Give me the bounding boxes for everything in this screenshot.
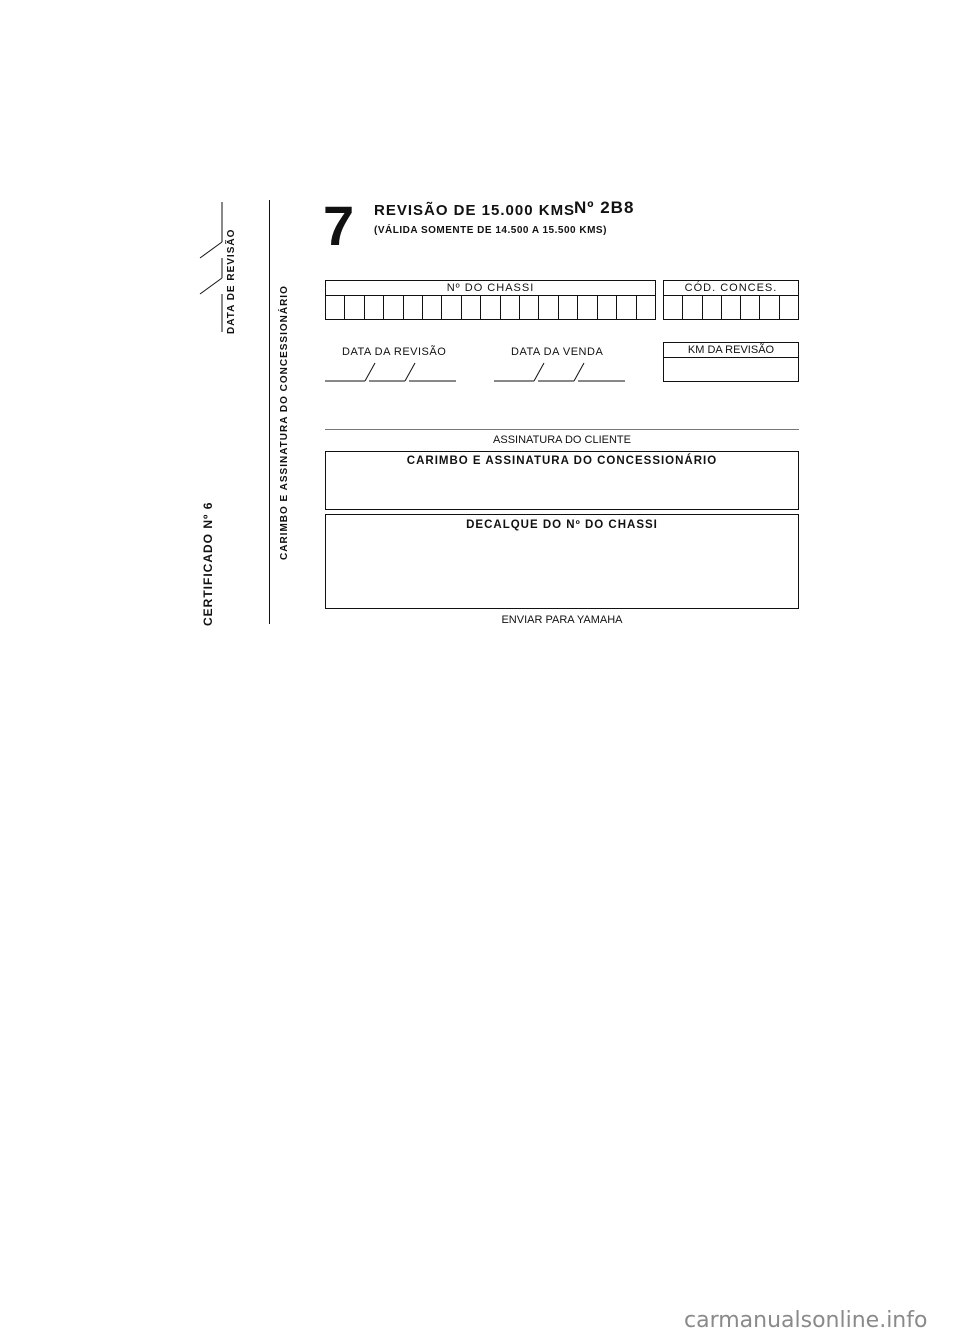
watermark: carmanualsonline.info (684, 1308, 928, 1333)
digit-cell[interactable] (760, 296, 779, 319)
chassi-cells (326, 296, 655, 319)
km-box[interactable] (663, 342, 799, 382)
digit-cell[interactable] (578, 296, 597, 319)
data-revisao-field[interactable] (325, 360, 457, 384)
assinatura-cliente-label: ASSINATURA DO CLIENTE (493, 434, 631, 446)
digit-cell[interactable] (683, 296, 702, 319)
chassi-box-label: Nº DO CHASSI (326, 281, 655, 296)
revision-code: Nº 2B8 (574, 198, 635, 217)
date-slashes (196, 198, 226, 338)
digit-cell[interactable] (703, 296, 722, 319)
digit-cell[interactable] (539, 296, 558, 319)
digit-cell[interactable] (664, 296, 683, 319)
digit-cell[interactable] (481, 296, 500, 319)
digit-cell[interactable] (559, 296, 578, 319)
decalque-box[interactable] (325, 514, 799, 609)
strip-divider (269, 200, 270, 624)
cod-conces-box[interactable] (663, 280, 799, 320)
chassi-box[interactable] (325, 280, 656, 320)
digit-cell[interactable] (423, 296, 442, 319)
decalque-box-label: DECALQUE DO Nº DO CHASSI (466, 519, 658, 531)
digit-cell[interactable] (617, 296, 636, 319)
cod-conces-label: CÓD. CONCES. (664, 281, 798, 296)
revision-title: REVISÃO DE 15.000 KMS (374, 202, 576, 219)
digit-cell[interactable] (442, 296, 461, 319)
revision-number: 7 (323, 194, 355, 257)
data-venda-field[interactable] (494, 360, 626, 384)
carimbo-box[interactable] (325, 451, 799, 510)
digit-cell[interactable] (637, 296, 655, 319)
digit-cell[interactable] (501, 296, 520, 319)
digit-cell[interactable] (345, 296, 364, 319)
certificado-vertical-label: CERTIFICADO Nº 6 (201, 501, 215, 626)
assinatura-cliente-line[interactable] (325, 429, 799, 430)
revision-subtitle: (VÁLIDA SOMENTE DE 14.500 A 15.500 KMS) (374, 225, 607, 236)
enviar-para-yamaha: ENVIAR PARA YAMAHA (501, 614, 623, 626)
digit-cell[interactable] (722, 296, 741, 319)
digit-cell[interactable] (365, 296, 384, 319)
digit-cell[interactable] (780, 296, 798, 319)
digit-cell[interactable] (462, 296, 481, 319)
digit-cell[interactable] (326, 296, 345, 319)
data-revisao-label: DATA DA REVISÃO (342, 346, 447, 358)
carimbo-vertical-label: CARIMBO E ASSINATURA DO CONCESSIONÁRIO (279, 285, 290, 560)
digit-cell[interactable] (741, 296, 760, 319)
digit-cell[interactable] (520, 296, 539, 319)
km-box-label: KM DA REVISÃO (664, 343, 798, 358)
carimbo-box-label: CARIMBO E ASSINATURA DO CONCESSIONÁRIO (406, 455, 718, 467)
data-venda-label: DATA DA VENDA (511, 346, 604, 358)
cod-conces-cells (664, 296, 798, 319)
digit-cell[interactable] (598, 296, 617, 319)
digit-cell[interactable] (404, 296, 423, 319)
data-de-revisao-vertical-label: DATA DE REVISÃO (226, 228, 237, 334)
digit-cell[interactable] (384, 296, 403, 319)
